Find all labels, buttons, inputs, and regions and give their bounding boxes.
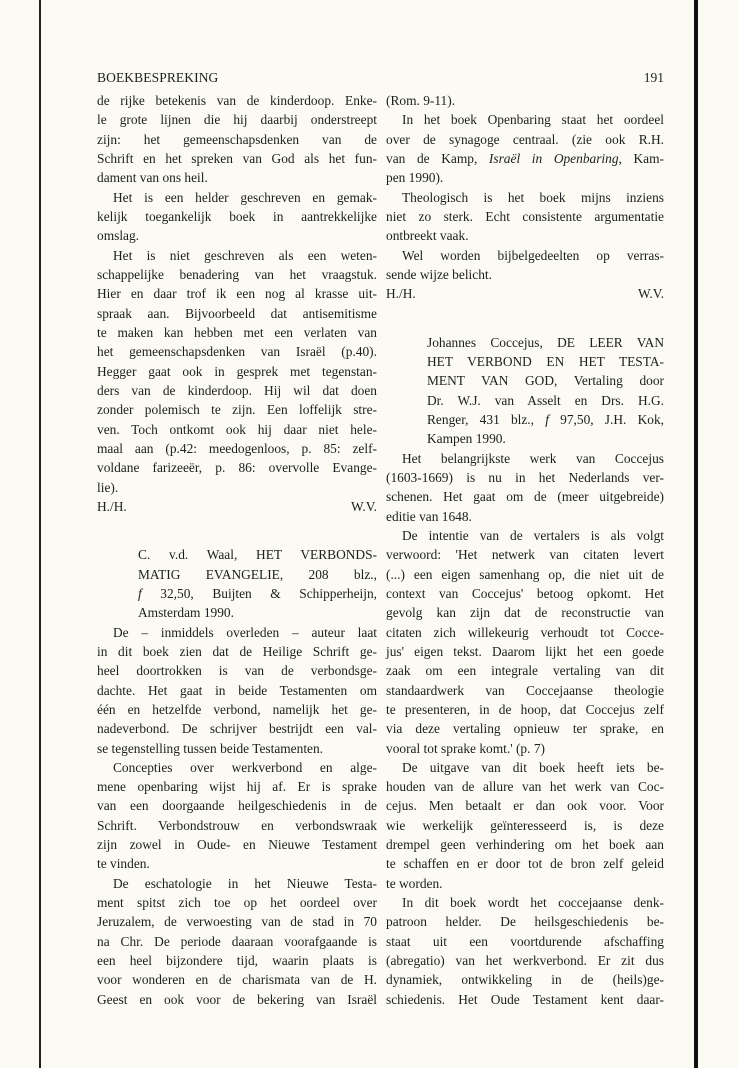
paragraph (386, 110, 664, 187)
signature-left: H./H. (386, 286, 416, 302)
text-line: zijn: het gemeenschapsdenken van de (97, 131, 377, 147)
text-line: le grote lijnen die hij daarbij onderstreept (97, 112, 377, 128)
scan-edge-left (39, 0, 41, 1068)
text-line: editie van 1648. (386, 508, 472, 524)
text-line: context van Coccejus' betoog opkomt. Het (386, 585, 664, 601)
text-line: dament van ons heil. (97, 170, 208, 186)
text-line: zijn zowel in Oude- en Nieuwe Testament (97, 837, 377, 853)
text-line: voor wonderen en de charismata van de H. (97, 972, 377, 988)
text-line: patroon helder. De heilsgeschiedenis be- (386, 914, 664, 930)
text-line: in dit boek zien dat de Heilige Schrift ge- (97, 643, 377, 659)
paragraph (386, 893, 664, 1009)
text-line (386, 149, 664, 168)
signature-left: H./H. (97, 498, 127, 514)
text-line: te schaffen en er door tot de bron zelf geleid (386, 856, 664, 872)
text-line: Schrift. Verbondstrouw en verbondswraak (97, 817, 377, 833)
text-line: staat uit een voortdurende afschaffing (386, 933, 664, 949)
paragraph (97, 91, 377, 188)
paragraph (386, 246, 664, 285)
text-line: voldane farizeeër, p. 86: overvolle Evange- (97, 460, 377, 476)
text-line: nadeverbond. De schrijver bestrijdt een val- (97, 721, 377, 737)
text-line: Schrift en het spreken van God als het fun- (97, 150, 377, 166)
text-line: MATIG EVANGELIE, 208 blz., (138, 566, 377, 582)
text-line: In dit boek wordt het coccejaanse denk- (402, 895, 664, 911)
text-line: De intentie van de vertalers is als volgt (402, 527, 664, 543)
text-line: via deze vertaling opnieuw ter sprake, en (386, 721, 664, 737)
text-line: van een doorgaande heilgeschiedenis in de (97, 798, 377, 814)
text-line: Hier en daar trof ik een nog al krasse uit- (97, 286, 377, 302)
paragraph (386, 758, 664, 893)
paragraph (386, 526, 664, 758)
text-line: schiedenis. Het Oude Testament kent daar- (386, 991, 664, 1007)
text-line (427, 410, 664, 429)
text-line: ven. Toch ontkomt ook hij daar niet hele- (97, 421, 377, 437)
text-line: niet zo sterk. Echt consistente argumentatie (386, 208, 664, 224)
text-line: de rijke betekenis van de kinderdoop. Enke- (97, 93, 377, 108)
text-line: lie). (97, 479, 119, 495)
text-line: een heel bijzondere tijd, waarin plaats is (97, 953, 377, 969)
text-line: mene openbaring wijst hij af. Er is sprake (97, 779, 377, 795)
text-line: kelijk toegankelijk boek in aantrekkelijke (97, 208, 377, 224)
text-line: De uitgave van dit boek heeft iets be- (402, 759, 664, 775)
text-line: maal aan (p.42: meedogenloos, p. 85: zelf- (97, 440, 377, 456)
text-line: standaardwerk van Coccejaanse theologie (386, 682, 664, 698)
running-header-title: BOEKBESPREKING (97, 70, 219, 85)
text-line: Het is een helder geschreven en gemak- (113, 189, 377, 205)
text-segment: , Kam- (618, 150, 665, 166)
text-line: na Chr. De periode daaraan voorafgaande is (97, 933, 377, 949)
italic-segment: Israël in Openbaring (488, 150, 619, 166)
text-line: te presenteren, in de hoop, dat Coccejus zelf (386, 701, 664, 717)
text-line: spraak aan. Bijvoorbeeld dat antisemitisme (97, 305, 377, 321)
signature-right: W.V. (350, 498, 377, 514)
paragraph (97, 874, 377, 1009)
text-line: te vinden. (97, 856, 150, 872)
italic-segment: f (138, 585, 142, 601)
text-line: omslag. (97, 228, 140, 244)
page-number: 191 (643, 70, 664, 85)
text-line: dachte. Het gaat in beide Testamenten om (97, 682, 377, 698)
text-line: sende wijze belicht. (386, 266, 492, 282)
text-line: verwoord: 'Het netwerk van citaten levert (386, 547, 664, 563)
text-line: pen 1990). (386, 170, 444, 186)
reviewer-signature (386, 284, 664, 303)
text-line: Wel worden bijbelgedeelten op verras- (402, 247, 664, 263)
paragraph (386, 449, 664, 526)
text-line: (Rom. 9-11). (386, 93, 456, 108)
text-line: MENT VAN GOD, Vertaling door (427, 373, 664, 389)
text-segment: van de Kamp, (386, 150, 489, 166)
text-line: Amsterdam 1990. (138, 605, 234, 621)
text-line: Jeruzalem, de verwoesting van de stad in 70 (97, 914, 377, 930)
text-line: Kampen 1990. (427, 431, 506, 447)
text-line: cejus. Men betaalt er dan ook voor. Voor (386, 798, 664, 814)
paragraph (97, 246, 377, 497)
text-segment: Renger, 431 blz., (427, 411, 546, 427)
text-line: wie werkelijk geïnteresseerd is, is deze (386, 817, 664, 833)
right-column (386, 91, 664, 1009)
text-line (138, 584, 377, 603)
text-line: (1603-1669) is nu in het Nederlands ver- (386, 469, 664, 485)
text-line: citaten zich willekeurig verhoudt tot Cocce- (386, 624, 664, 640)
text-line: De eschatologie in het Nieuwe Testa- (113, 875, 377, 891)
book-citation (97, 545, 377, 622)
text-line: ders van de kinderdoop. Hij wil dat doen (97, 382, 377, 398)
text-line: schenen. Het gaat om de (meer uitgebreide) (386, 489, 664, 505)
text-line: houden van de allure van het werk van Coc- (386, 779, 664, 795)
italic-segment: f (545, 411, 549, 427)
text-line: HET VERBOND EN HET TESTA- (427, 353, 664, 369)
text-line: Hegger gaat ook in gesprek met tegenstan- (97, 363, 377, 379)
paragraph (386, 188, 664, 246)
text-line: Geest en ook voor de bekering van Israël (97, 991, 377, 1007)
text-line: zaak om een integrale vertaling van dit (386, 663, 664, 679)
text-line: Johannes Coccejus, DE LEER VAN (427, 334, 664, 350)
text-line: het gemeenschapsdenken van Israël (p.40). (97, 344, 377, 360)
left-column (97, 91, 377, 1009)
text-line: over de synagoge centraal. (zie ook R.H. (386, 131, 664, 147)
text-line: drempel geen verhindering om het boek aan (386, 837, 664, 853)
text-segment: 32,50, Buijten & Schipperheijn, (141, 585, 377, 601)
paragraph (386, 91, 664, 110)
text-segment: 97,50, J.H. Kok, (548, 411, 664, 427)
paragraph (97, 188, 377, 246)
text-line: (...) een eigen samenhang op, die niet uit de (386, 566, 664, 582)
paragraph (97, 623, 377, 758)
text-line: te maken kan hebben met een verlaten van (97, 324, 377, 340)
reviewer-signature (97, 497, 377, 516)
text-line: ment spitst zich toe op het oordeel over (97, 895, 377, 911)
text-line: dynamiek, ontwikkeling in de (heils)ge- (386, 972, 664, 988)
text-line: te worden. (386, 875, 443, 891)
text-line: vooral tot sprake komt.' (p. 7) (386, 740, 545, 756)
text-line: Theologisch is het boek mijns inziens (402, 189, 664, 205)
scan-edge-right (694, 0, 698, 1068)
signature-right: W.V. (637, 286, 664, 302)
text-line: gevolg kan zijn dat de reconstructie van (386, 605, 664, 621)
text-line: Het belangrijkste werk van Coccejus (402, 450, 664, 466)
text-line: schappelijke benadering van het vraagstuk. (97, 266, 377, 282)
text-line: (abregatio) van het werkverbond. Er zit dus (386, 953, 664, 969)
text-line: Dr. W.J. van Asselt en Drs. H.G. (427, 392, 664, 408)
text-line: Concepties over werkverbond en alge- (113, 759, 377, 775)
text-line: In het boek Openbaring staat het oordeel (402, 112, 664, 128)
text-line: jus' eigen tekst. Daarom lijkt het een goede (386, 643, 664, 659)
text-line: Het is niet geschreven als een weten- (113, 247, 377, 263)
paragraph (97, 758, 377, 874)
text-line: De – inmiddels overleden – auteur laat (113, 624, 377, 640)
text-line: ontbreekt vaak. (386, 228, 469, 244)
text-line: zonder polemisch te zijn. Een loffelijk stre- (97, 402, 377, 418)
text-line: heel doortrokken is van de verbondsge- (97, 663, 377, 679)
text-line: C. v.d. Waal, HET VERBONDS- (138, 547, 377, 563)
text-line: één en hetzelfde verbond, namelijk het ge- (97, 701, 377, 717)
text-line: se tegenstelling tussen beide Testamenten. (97, 740, 324, 756)
book-citation (386, 333, 664, 449)
